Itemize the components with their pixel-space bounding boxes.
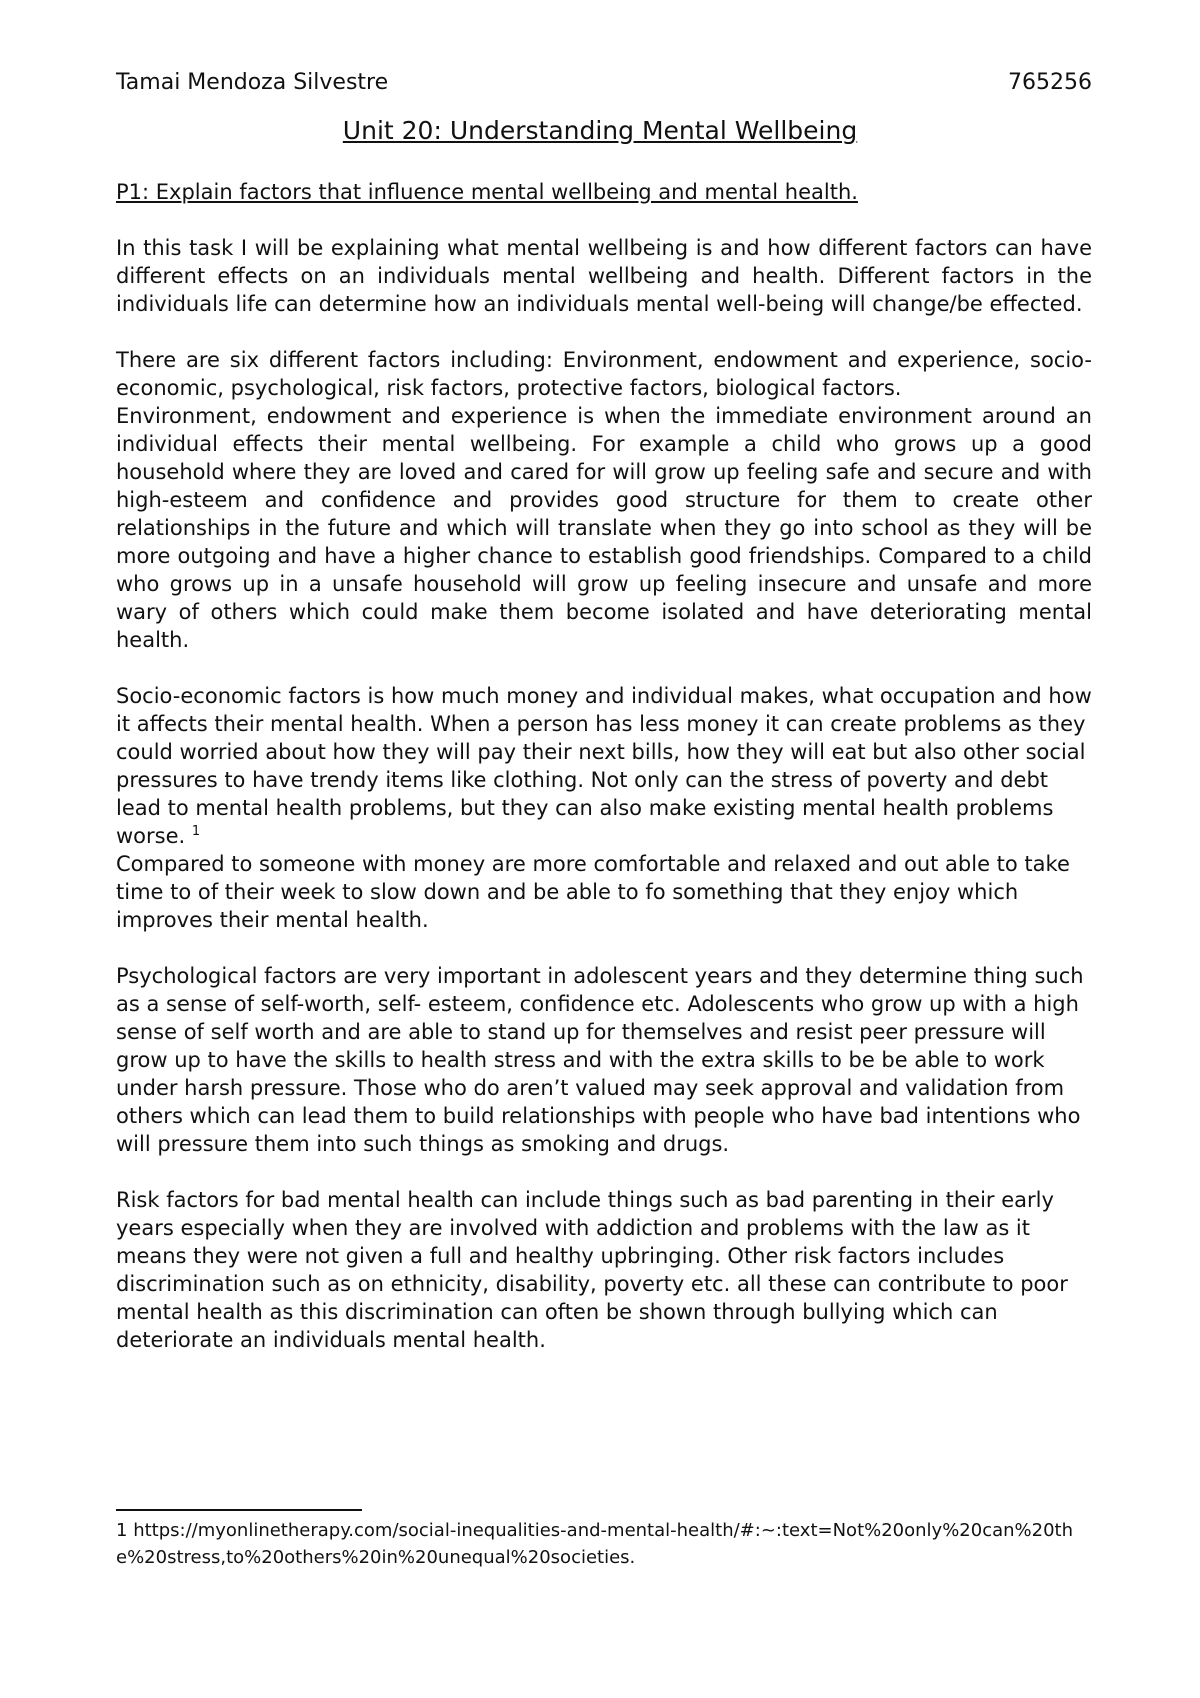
document-body — [116, 178, 1092, 1382]
page-header — [116, 70, 1092, 95]
risk-factors-paragraph: Risk factors for bad mental health can include things such as bad parenting in their early years especially when they are involved with addiction and problems with the law as it means they were not given a full and healthy upbringing. Other risk factors includes discrimination such as on ethnicity, disability, poverty etc. all these can contribute to poor mental health as this discrimination can often be shown through bullying which can deteriorate an individuals mental health. — [116, 1188, 1068, 1352]
footnote-divider — [116, 1509, 362, 1511]
footnote-number: 1 — [116, 1520, 128, 1541]
environment-paragraph: Environment, endowment and experience is when the immediate environment around an individual effects their mental wellbeing. For example a child who grows up a good household where they are loved and cared for will grow up feeling safe and secure and with high-esteem and confidence and provides good structure for them to create other relationships in the future and which will translate when they go into school as they will be more outgoing and have a higher chance to establish good friendships. Compared to a child who grows up in a unsafe household will grow up feeling insecure and unsafe and more wary of others which could make them become isolated and have deteriorating mental health. — [116, 404, 1092, 652]
socio-economic-continued: Compared to someone with money are more comfortable and relaxed and out able to take time to of their week to slow down and be able to fo something that they enjoy which improves their mental health. — [116, 852, 1070, 932]
footnote-link[interactable]: https://myonlinetherapy.com/social-inequalities-and-mental-health/#:~:text=Not%20only%20can%20the%20stress,to%20others%20in%20unequal%20societies. — [116, 1520, 1074, 1568]
section-heading: P1: Explain factors that influence mental wellbeing and mental health. — [116, 180, 858, 204]
footnote-reference[interactable]: 1 — [191, 824, 201, 839]
student-id: 765256 — [1008, 70, 1092, 95]
footnote — [116, 1517, 1096, 1571]
six-factors-paragraph: There are six different factors including: Environment, endowment and experience, socio-economic, psychological, risk factors, protective factors, biological factors. — [116, 348, 1092, 400]
socio-economic-paragraph — [116, 682, 1092, 934]
socio-economic-text: Socio-economic factors is how much money and individual makes, what occupation and how it affects their mental health. When a person has less money it can create problems as they could worried about how they will pay their next bills, how they will eat but also other social pressures to have trendy items like clothing. Not only can the stress of poverty and debt lead to mental health problems, but they can also make existing mental health problems worse. — [116, 684, 1092, 848]
author-name: Tamai Mendoza Silvestre — [116, 70, 389, 95]
psychological-paragraph: Psychological factors are very important in adolescent years and they determine thing such as a sense of self-worth, self- esteem, confidence etc. Adolescents who grow up with a high sense of self worth and are able to stand up for themselves and resist peer pressure will grow up to have the skills to health stress and with the extra skills to be be able to work under harsh pressure. Those who do aren’t valued may seek approval and validation from others which can lead them to build relationships with people who have bad intentions who will pressure them into such things as smoking and drugs. — [116, 964, 1084, 1156]
document-title: Unit 20: Understanding Mental Wellbeing — [342, 116, 858, 145]
intro-paragraph: In this task I will be explaining what mental wellbeing is and how different factors can have different effects on an individuals mental wellbeing and health. Different factors in the individuals life can determine how an individuals mental well-being will change/be effected. — [116, 236, 1092, 316]
